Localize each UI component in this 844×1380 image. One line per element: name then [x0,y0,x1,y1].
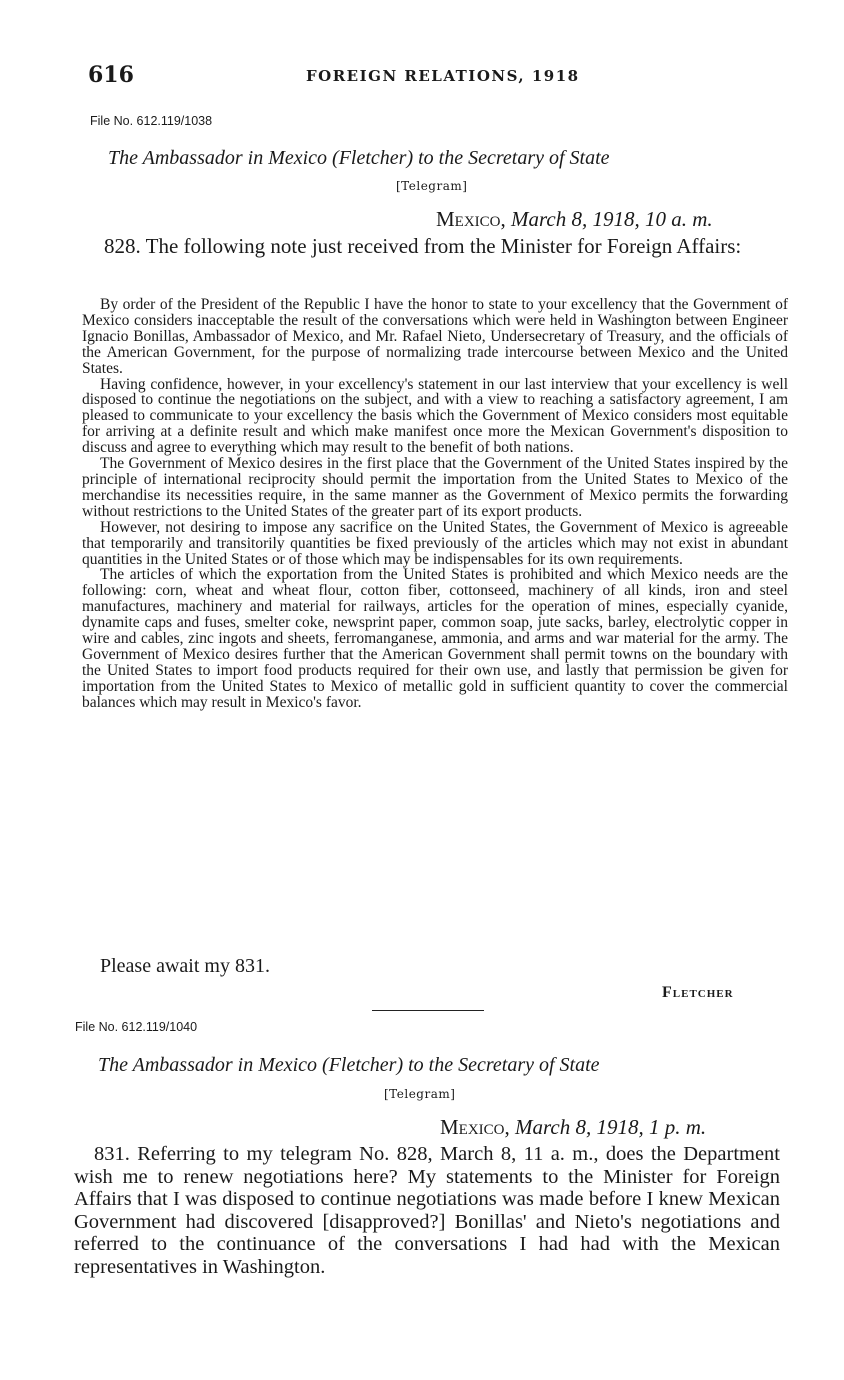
running-head: FOREIGN RELATIONS, 1918 [306,67,580,85]
dateline-2 [440,1115,706,1140]
note-paragraph-2: Having confidence, however, in your excellency's statement in our last interview that your excellency is well disposed to continue the negotiations on the subject, and with a view to reaching a satisfactory agreement, I am pleased to communicate to your excellency the basis which the Government of Mexico considers most equitable for arriving at a definite result and which make manifest once more the Mexican Government's disposition to discuss and agree to everything which may result to the benefit of both nations. [82,375,788,457]
dateline-date: March 8, 1918, 10 a. m. [505,207,713,231]
note-paragraph-4: However, not desiring to impose any sacrifice on the United States, the Government of Mexico is agreeable that temporarily and transitorily quantities be fixed previously of the articles which may not exist in abundant quantities in the United States or of those which may be indispensables for its own requirements. [82,518,788,568]
note-paragraph-3: The Government of Mexico desires in the first place that the Government of the United States inspired by the principle of international reciprocity should permit the importation from the United States to Mexico of the merchandise its necessities require, in the same manner as the Government of Mexico permits the forwarding without restrictions to the United States of the greater part of its export products. [82,455,788,520]
lead-text: 828. The following note just received from the Minister for Foreign Affairs: [104,234,742,258]
body-text: 831. Referring to my telegram No. 828, March 8, 11 a. m., does the Department wish me to renew negotiations here? My statements to the Minister for Foreign Affairs that I was disposed to continue negotiations was made before I knew Mexican Government had discovered [disapproved?] Bonillas' and Nieto's negotiations and referred to the continuance of the conversations I had had with the Mexican representatives in Washington. [74,1143,780,1278]
note-paragraph-5: The articles of which the exportation from the United States is prohibited and which Mexico needs are the following: corn, wheat and wheat flour, cotton fiber, cottonseed, machinery of all kinds, iron and steel manufactures, machinery and material for railways, articles for the operation of mines, especially cyanide, dynamite caps and fuses, smelter coke, newsprint paper, common soap, jute sacks, barley, electrolytic copper in wire and cables, zinc ingots and sheets, ferromanganese, ammonia, and arms and war material for the army. The Government of Mexico desires further that the American Government shall permit towns on the boundary with the United States to import food products required for their own use, and lastly that permission be given for importation from the United States to Mexico of metallic gold in sufficient quantity to cover the commercial balances which may result in Mexico's favor. [82,566,788,711]
quoted-note [82,297,788,711]
section-divider [372,1010,484,1011]
telegram-tag-2: [Telegram] [384,1087,456,1101]
dateline-1 [436,207,713,232]
file-number-2: File No. 612.119/1040 [75,1020,198,1034]
dateline-place: Mexico, [436,207,506,231]
closing-line: Please await my 831. [100,955,270,977]
lead-paragraph-1 [82,236,790,257]
body-paragraph-2 [74,1143,780,1278]
telegram-tag-1: [Telegram] [396,179,468,193]
dateline-place: Mexico, [440,1115,510,1139]
document-heading-2: The Ambassador in Mexico (Fletcher) to the Secretary of State [98,1054,600,1076]
signature-1: Fletcher [662,984,734,1001]
page-number: 616 [88,62,134,88]
note-paragraph-1: By order of the President of the Republic I have the honor to state to your excellency that the Government of Mexico considers inacceptable the result of the conversations which were held in Washington between Engineer Ignacio Bonillas, Ambassador of Mexico, and Mr. Rafael Nieto, Undersecretary of Treasury, and the officials of the American Government, for the purpose of normalizing trade intercourse between Mexico and the United States. [82,296,788,377]
document-heading-1: The Ambassador in Mexico (Fletcher) to the Secretary of State [108,147,610,169]
dateline-date: March 8, 1918, 1 p. m. [509,1115,707,1139]
file-number-1: File No. 612.119/1038 [90,114,213,128]
